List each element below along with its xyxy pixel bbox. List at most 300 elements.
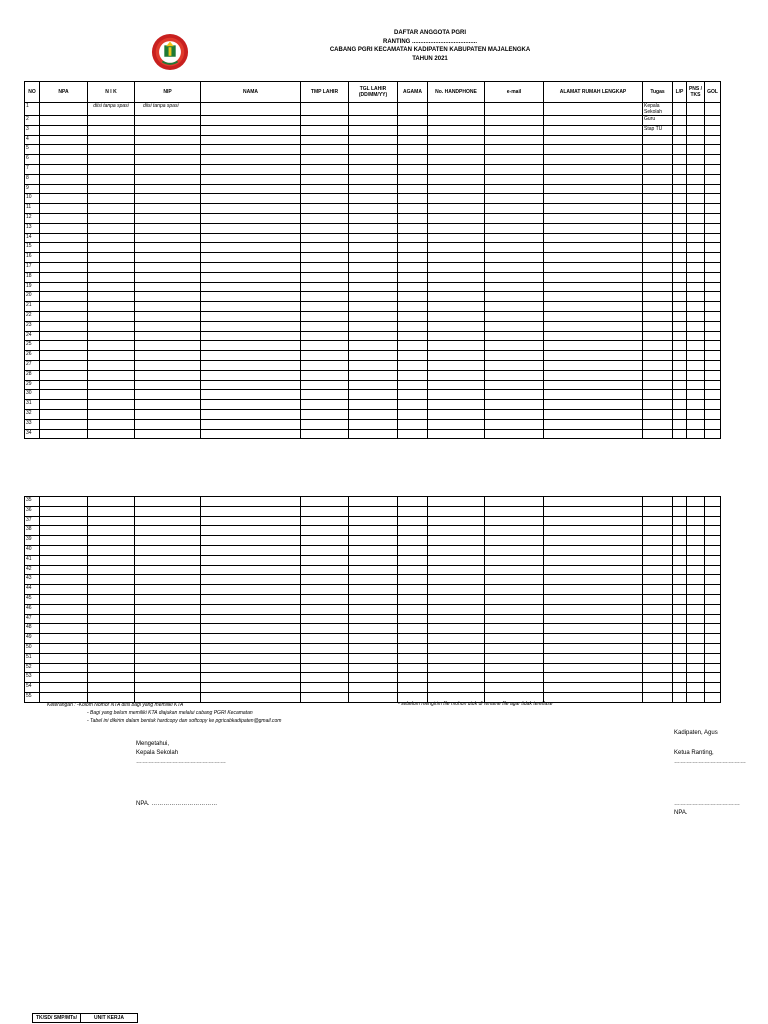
cell[interactable] xyxy=(673,341,687,351)
cell[interactable] xyxy=(201,155,301,165)
cell[interactable] xyxy=(135,536,201,546)
cell[interactable] xyxy=(673,506,687,516)
cell[interactable] xyxy=(643,292,673,302)
cell[interactable] xyxy=(349,673,398,683)
cell[interactable] xyxy=(544,351,643,361)
cell[interactable] xyxy=(428,526,485,536)
cell[interactable] xyxy=(301,624,349,634)
cell[interactable] xyxy=(201,400,301,410)
cell[interactable] xyxy=(643,272,673,282)
cell[interactable] xyxy=(398,174,428,184)
cell[interactable] xyxy=(428,174,485,184)
cell[interactable] xyxy=(428,321,485,331)
cell[interactable] xyxy=(643,253,673,263)
cell[interactable] xyxy=(544,233,643,243)
cell[interactable] xyxy=(485,321,544,331)
cell[interactable] xyxy=(201,331,301,341)
cell[interactable] xyxy=(40,516,88,526)
cell[interactable] xyxy=(673,164,687,174)
cell[interactable] xyxy=(349,155,398,165)
cell[interactable] xyxy=(428,614,485,624)
cell[interactable] xyxy=(398,213,428,223)
cell[interactable] xyxy=(428,194,485,204)
cell[interactable] xyxy=(673,516,687,526)
cell[interactable] xyxy=(88,311,135,321)
cell[interactable] xyxy=(135,516,201,526)
cell[interactable] xyxy=(201,624,301,634)
cell[interactable] xyxy=(135,204,201,214)
cell[interactable] xyxy=(88,634,135,644)
cell[interactable] xyxy=(135,545,201,555)
cell[interactable] xyxy=(40,390,88,400)
cell[interactable] xyxy=(544,575,643,585)
cell[interactable] xyxy=(544,164,643,174)
cell[interactable] xyxy=(673,555,687,565)
cell[interactable] xyxy=(643,262,673,272)
cell[interactable] xyxy=(135,125,201,135)
cell[interactable] xyxy=(201,125,301,135)
cell[interactable] xyxy=(88,545,135,555)
cell[interactable] xyxy=(398,614,428,624)
cell[interactable] xyxy=(673,174,687,184)
cell[interactable] xyxy=(485,594,544,604)
cell[interactable] xyxy=(301,331,349,341)
cell[interactable] xyxy=(135,174,201,184)
cell[interactable] xyxy=(687,321,705,331)
cell[interactable] xyxy=(643,614,673,624)
cell[interactable] xyxy=(643,390,673,400)
cell[interactable] xyxy=(705,419,721,429)
cell[interactable] xyxy=(673,360,687,370)
cell[interactable] xyxy=(349,174,398,184)
cell[interactable] xyxy=(135,116,201,126)
cell[interactable] xyxy=(485,545,544,555)
cell[interactable] xyxy=(705,253,721,263)
cell[interactable] xyxy=(705,116,721,126)
cell[interactable] xyxy=(40,536,88,546)
cell[interactable] xyxy=(40,634,88,644)
cell[interactable] xyxy=(643,164,673,174)
cell[interactable] xyxy=(301,536,349,546)
cell[interactable] xyxy=(673,604,687,614)
cell[interactable] xyxy=(398,302,428,312)
cell[interactable] xyxy=(88,526,135,536)
cell[interactable] xyxy=(687,155,705,165)
cell[interactable] xyxy=(135,360,201,370)
cell[interactable] xyxy=(485,400,544,410)
cell[interactable] xyxy=(643,565,673,575)
cell[interactable] xyxy=(398,653,428,663)
cell[interactable] xyxy=(40,262,88,272)
cell[interactable] xyxy=(705,213,721,223)
cell[interactable] xyxy=(135,370,201,380)
cell[interactable] xyxy=(687,223,705,233)
cell[interactable] xyxy=(135,253,201,263)
cell[interactable] xyxy=(544,390,643,400)
cell[interactable] xyxy=(301,643,349,653)
cell[interactable] xyxy=(687,341,705,351)
cell[interactable] xyxy=(705,614,721,624)
cell[interactable] xyxy=(398,585,428,595)
cell[interactable] xyxy=(398,497,428,507)
cell[interactable] xyxy=(398,282,428,292)
cell[interactable] xyxy=(40,164,88,174)
cell[interactable] xyxy=(398,292,428,302)
cell[interactable] xyxy=(705,555,721,565)
cell[interactable] xyxy=(485,145,544,155)
cell[interactable] xyxy=(201,585,301,595)
cell[interactable] xyxy=(673,204,687,214)
cell[interactable] xyxy=(398,536,428,546)
cell[interactable] xyxy=(428,302,485,312)
cell[interactable] xyxy=(673,643,687,653)
cell[interactable] xyxy=(705,526,721,536)
cell[interactable] xyxy=(40,253,88,263)
cell[interactable] xyxy=(398,419,428,429)
cell[interactable] xyxy=(398,516,428,526)
cell[interactable] xyxy=(485,223,544,233)
cell[interactable] xyxy=(135,555,201,565)
cell[interactable] xyxy=(201,213,301,223)
cell[interactable] xyxy=(643,594,673,604)
cell[interactable] xyxy=(349,262,398,272)
cell[interactable] xyxy=(301,155,349,165)
cell[interactable] xyxy=(428,673,485,683)
cell[interactable] xyxy=(673,614,687,624)
cell[interactable] xyxy=(544,135,643,145)
cell[interactable] xyxy=(428,653,485,663)
cell[interactable] xyxy=(485,419,544,429)
cell[interactable] xyxy=(428,135,485,145)
cell[interactable] xyxy=(349,164,398,174)
cell[interactable] xyxy=(301,545,349,555)
cell[interactable] xyxy=(428,390,485,400)
cell[interactable] xyxy=(40,506,88,516)
cell[interactable] xyxy=(705,380,721,390)
cell[interactable] xyxy=(40,103,88,116)
cell[interactable] xyxy=(88,653,135,663)
cell[interactable] xyxy=(349,116,398,126)
cell[interactable] xyxy=(88,174,135,184)
cell[interactable] xyxy=(135,390,201,400)
cell[interactable] xyxy=(135,311,201,321)
cell[interactable] xyxy=(705,506,721,516)
cell[interactable] xyxy=(398,194,428,204)
cell[interactable] xyxy=(428,145,485,155)
cell[interactable] xyxy=(673,253,687,263)
cell[interactable] xyxy=(705,634,721,644)
cell[interactable] xyxy=(349,545,398,555)
cell[interactable] xyxy=(544,194,643,204)
cell[interactable] xyxy=(88,272,135,282)
cell[interactable] xyxy=(301,116,349,126)
cell[interactable] xyxy=(349,692,398,702)
cell[interactable] xyxy=(643,370,673,380)
cell[interactable] xyxy=(398,370,428,380)
cell[interactable] xyxy=(88,341,135,351)
cell[interactable] xyxy=(643,506,673,516)
cell[interactable] xyxy=(398,380,428,390)
cell[interactable] xyxy=(349,213,398,223)
cell[interactable] xyxy=(398,545,428,555)
cell[interactable] xyxy=(301,243,349,253)
cell[interactable] xyxy=(88,213,135,223)
cell[interactable] xyxy=(398,526,428,536)
cell[interactable] xyxy=(673,624,687,634)
cell[interactable] xyxy=(88,497,135,507)
cell[interactable] xyxy=(544,331,643,341)
cell[interactable] xyxy=(485,233,544,243)
cell[interactable] xyxy=(428,565,485,575)
cell[interactable] xyxy=(135,262,201,272)
cell[interactable] xyxy=(201,506,301,516)
cell[interactable] xyxy=(673,683,687,693)
cell[interactable] xyxy=(349,419,398,429)
cell[interactable] xyxy=(301,419,349,429)
cell[interactable] xyxy=(687,594,705,604)
cell[interactable] xyxy=(428,663,485,673)
cell[interactable] xyxy=(485,390,544,400)
cell[interactable] xyxy=(544,683,643,693)
cell[interactable] xyxy=(40,351,88,361)
cell[interactable] xyxy=(485,282,544,292)
cell[interactable] xyxy=(201,135,301,145)
cell[interactable] xyxy=(135,614,201,624)
cell[interactable] xyxy=(705,575,721,585)
cell[interactable] xyxy=(544,585,643,595)
cell[interactable] xyxy=(643,243,673,253)
cell[interactable] xyxy=(687,331,705,341)
cell[interactable] xyxy=(705,370,721,380)
cell[interactable] xyxy=(301,400,349,410)
cell[interactable] xyxy=(673,351,687,361)
cell[interactable] xyxy=(88,370,135,380)
cell[interactable] xyxy=(40,545,88,555)
cell[interactable] xyxy=(673,692,687,702)
cell[interactable] xyxy=(673,653,687,663)
cell[interactable] xyxy=(544,360,643,370)
cell[interactable] xyxy=(673,536,687,546)
cell[interactable] xyxy=(135,526,201,536)
cell[interactable] xyxy=(673,233,687,243)
cell[interactable] xyxy=(88,155,135,165)
cell[interactable] xyxy=(544,624,643,634)
cell[interactable] xyxy=(485,585,544,595)
cell[interactable] xyxy=(301,594,349,604)
cell[interactable] xyxy=(135,683,201,693)
cell[interactable] xyxy=(643,653,673,663)
cell[interactable] xyxy=(201,164,301,174)
cell[interactable] xyxy=(485,204,544,214)
cell[interactable] xyxy=(88,565,135,575)
cell[interactable] xyxy=(88,683,135,693)
cell[interactable] xyxy=(705,663,721,673)
cell[interactable] xyxy=(398,125,428,135)
cell[interactable] xyxy=(398,103,428,116)
cell[interactable] xyxy=(673,243,687,253)
cell[interactable] xyxy=(201,643,301,653)
cell[interactable] xyxy=(544,409,643,419)
cell[interactable] xyxy=(673,155,687,165)
cell[interactable] xyxy=(673,103,687,116)
cell[interactable] xyxy=(40,204,88,214)
cell[interactable] xyxy=(643,536,673,546)
cell[interactable] xyxy=(687,103,705,116)
cell[interactable] xyxy=(301,311,349,321)
cell[interactable] xyxy=(428,555,485,565)
cell[interactable] xyxy=(201,380,301,390)
cell[interactable] xyxy=(485,526,544,536)
cell[interactable] xyxy=(201,653,301,663)
cell[interactable] xyxy=(687,624,705,634)
cell[interactable] xyxy=(349,429,398,439)
cell[interactable] xyxy=(544,321,643,331)
cell[interactable] xyxy=(485,429,544,439)
cell[interactable] xyxy=(201,565,301,575)
cell[interactable] xyxy=(135,213,201,223)
cell[interactable] xyxy=(398,575,428,585)
cell[interactable] xyxy=(673,282,687,292)
cell[interactable] xyxy=(687,253,705,263)
cell[interactable] xyxy=(88,204,135,214)
cell[interactable] xyxy=(349,331,398,341)
cell[interactable] xyxy=(301,351,349,361)
cell[interactable] xyxy=(485,194,544,204)
cell[interactable] xyxy=(687,116,705,126)
cell[interactable] xyxy=(88,164,135,174)
cell[interactable] xyxy=(687,653,705,663)
cell[interactable] xyxy=(40,184,88,194)
cell[interactable] xyxy=(40,174,88,184)
cell[interactable] xyxy=(687,311,705,321)
cell[interactable] xyxy=(301,213,349,223)
cell[interactable] xyxy=(201,497,301,507)
cell[interactable] xyxy=(428,233,485,243)
cell[interactable] xyxy=(40,341,88,351)
cell[interactable] xyxy=(673,380,687,390)
cell[interactable] xyxy=(349,526,398,536)
cell[interactable] xyxy=(301,370,349,380)
cell[interactable] xyxy=(135,653,201,663)
cell[interactable] xyxy=(398,116,428,126)
cell[interactable] xyxy=(40,400,88,410)
cell[interactable] xyxy=(135,663,201,673)
cell[interactable] xyxy=(544,516,643,526)
cell[interactable] xyxy=(673,565,687,575)
cell[interactable] xyxy=(544,506,643,516)
cell[interactable] xyxy=(544,282,643,292)
cell[interactable] xyxy=(544,243,643,253)
cell[interactable] xyxy=(349,614,398,624)
cell[interactable] xyxy=(201,614,301,624)
cell[interactable] xyxy=(687,526,705,536)
cell[interactable] xyxy=(643,604,673,614)
cell[interactable] xyxy=(687,174,705,184)
cell[interactable] xyxy=(643,673,673,683)
cell[interactable] xyxy=(687,506,705,516)
cell[interactable] xyxy=(398,341,428,351)
cell[interactable] xyxy=(201,204,301,214)
cell[interactable] xyxy=(705,400,721,410)
cell[interactable] xyxy=(201,103,301,116)
cell[interactable] xyxy=(398,604,428,614)
cell[interactable] xyxy=(428,360,485,370)
cell[interactable] xyxy=(88,135,135,145)
cell[interactable] xyxy=(301,683,349,693)
cell[interactable] xyxy=(40,145,88,155)
cell[interactable] xyxy=(349,624,398,634)
cell[interactable] xyxy=(428,204,485,214)
cell[interactable] xyxy=(705,643,721,653)
cell[interactable] xyxy=(201,409,301,419)
cell[interactable] xyxy=(88,585,135,595)
cell[interactable] xyxy=(673,663,687,673)
cell[interactable] xyxy=(301,604,349,614)
cell[interactable] xyxy=(398,643,428,653)
cell[interactable] xyxy=(135,400,201,410)
cell[interactable] xyxy=(643,624,673,634)
cell[interactable] xyxy=(643,302,673,312)
cell[interactable] xyxy=(687,555,705,565)
cell[interactable] xyxy=(40,604,88,614)
cell[interactable] xyxy=(705,497,721,507)
cell[interactable] xyxy=(705,545,721,555)
cell[interactable] xyxy=(643,429,673,439)
cell[interactable] xyxy=(349,663,398,673)
cell[interactable] xyxy=(88,292,135,302)
cell[interactable] xyxy=(673,145,687,155)
cell[interactable] xyxy=(687,370,705,380)
cell[interactable] xyxy=(687,643,705,653)
cell[interactable] xyxy=(349,184,398,194)
cell[interactable] xyxy=(544,643,643,653)
cell[interactable] xyxy=(398,683,428,693)
cell[interactable] xyxy=(428,594,485,604)
cell[interactable] xyxy=(705,164,721,174)
cell[interactable] xyxy=(485,575,544,585)
cell[interactable] xyxy=(485,243,544,253)
cell[interactable] xyxy=(428,331,485,341)
cell[interactable] xyxy=(544,311,643,321)
cell[interactable] xyxy=(88,390,135,400)
cell[interactable] xyxy=(40,331,88,341)
cell[interactable] xyxy=(398,331,428,341)
cell[interactable] xyxy=(301,321,349,331)
cell[interactable] xyxy=(687,585,705,595)
cell[interactable] xyxy=(88,400,135,410)
cell[interactable] xyxy=(398,390,428,400)
cell[interactable] xyxy=(88,575,135,585)
cell[interactable] xyxy=(301,125,349,135)
cell[interactable] xyxy=(40,194,88,204)
cell[interactable] xyxy=(687,302,705,312)
cell[interactable] xyxy=(705,135,721,145)
cell[interactable] xyxy=(301,292,349,302)
cell[interactable] xyxy=(687,400,705,410)
cell[interactable] xyxy=(485,663,544,673)
cell[interactable] xyxy=(301,184,349,194)
cell[interactable] xyxy=(643,282,673,292)
cell[interactable] xyxy=(705,331,721,341)
cell[interactable] xyxy=(485,506,544,516)
cell[interactable] xyxy=(428,272,485,282)
cell[interactable] xyxy=(687,536,705,546)
cell[interactable] xyxy=(349,536,398,546)
cell[interactable] xyxy=(687,683,705,693)
cell[interactable] xyxy=(349,634,398,644)
cell[interactable] xyxy=(88,302,135,312)
cell[interactable] xyxy=(643,223,673,233)
